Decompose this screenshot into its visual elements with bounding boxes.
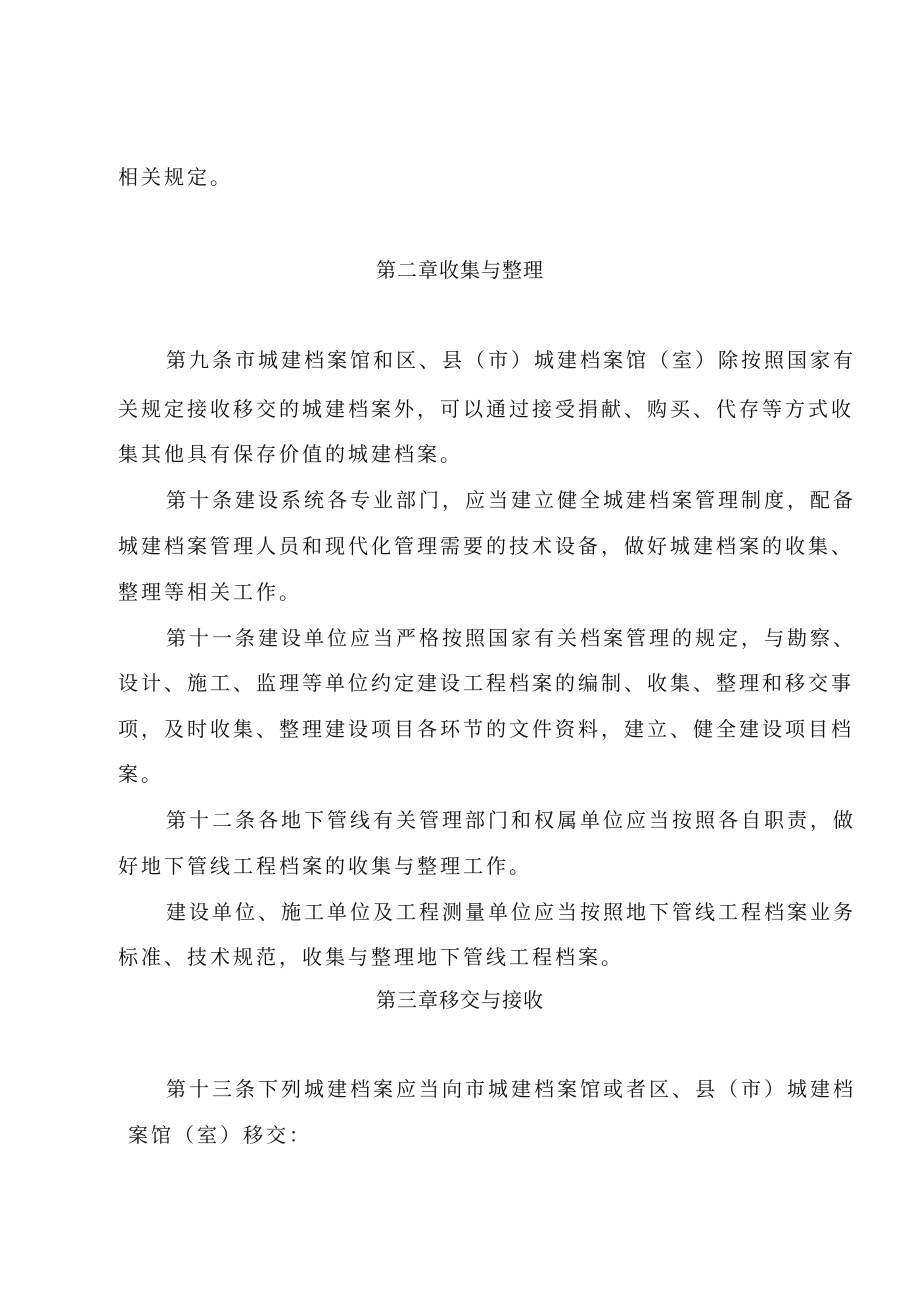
- paragraph-line: 第九条市城建档案馆和区、县（市）城建档案馆（室）除按照国家有: [166, 348, 856, 372]
- paragraph-line: 案馆（室）移交：: [128, 1123, 312, 1147]
- paragraph-line: 建设单位、施工单位及工程测量单位应当按照地下管线工程档案业务: [166, 900, 856, 924]
- paragraph-line: 关规定接收移交的城建档案外，可以通过接受捐献、购买、代存等方式收: [118, 397, 854, 421]
- paragraph-line: 案。: [118, 762, 164, 786]
- paragraph-line: 好地下管线工程档案的收集与整理工作。: [118, 854, 532, 878]
- paragraph-line: 集其他具有保存价值的城建档案。: [118, 442, 463, 466]
- paragraph-line: 第十三条下列城建档案应当向市城建档案馆或者区、县（市）城建档: [166, 1077, 856, 1101]
- chapter-heading-2: 第二章收集与整理: [376, 258, 544, 282]
- paragraph-line: 第十条建设系统各专业部门，应当建立健全城建档案管理制度，配备: [166, 488, 856, 512]
- paragraph-line: 相关规定。: [118, 165, 233, 189]
- paragraph-line: 整理等相关工作。: [118, 580, 302, 604]
- chapter-heading-3: 第三章移交与接收: [376, 988, 544, 1012]
- paragraph-line: 第十二条各地下管线有关管理部门和权属单位应当按照各自职责，做: [166, 808, 856, 832]
- paragraph-line: 项，及时收集、整理建设项目各环节的文件资料，建立、健全建设项目档: [118, 717, 854, 741]
- paragraph-line: 第十一条建设单位应当严格按照国家有关档案管理的规定，与勘察、: [166, 626, 856, 650]
- paragraph-line: 城建档案管理人员和现代化管理需要的技术设备，做好城建档案的收集、: [118, 534, 854, 558]
- paragraph-line: 设计、施工、监理等单位约定建设工程档案的编制、收集、整理和移交事: [118, 671, 854, 695]
- paragraph-line: 标准、技术规范，收集与整理地下管线工程档案。: [118, 945, 624, 969]
